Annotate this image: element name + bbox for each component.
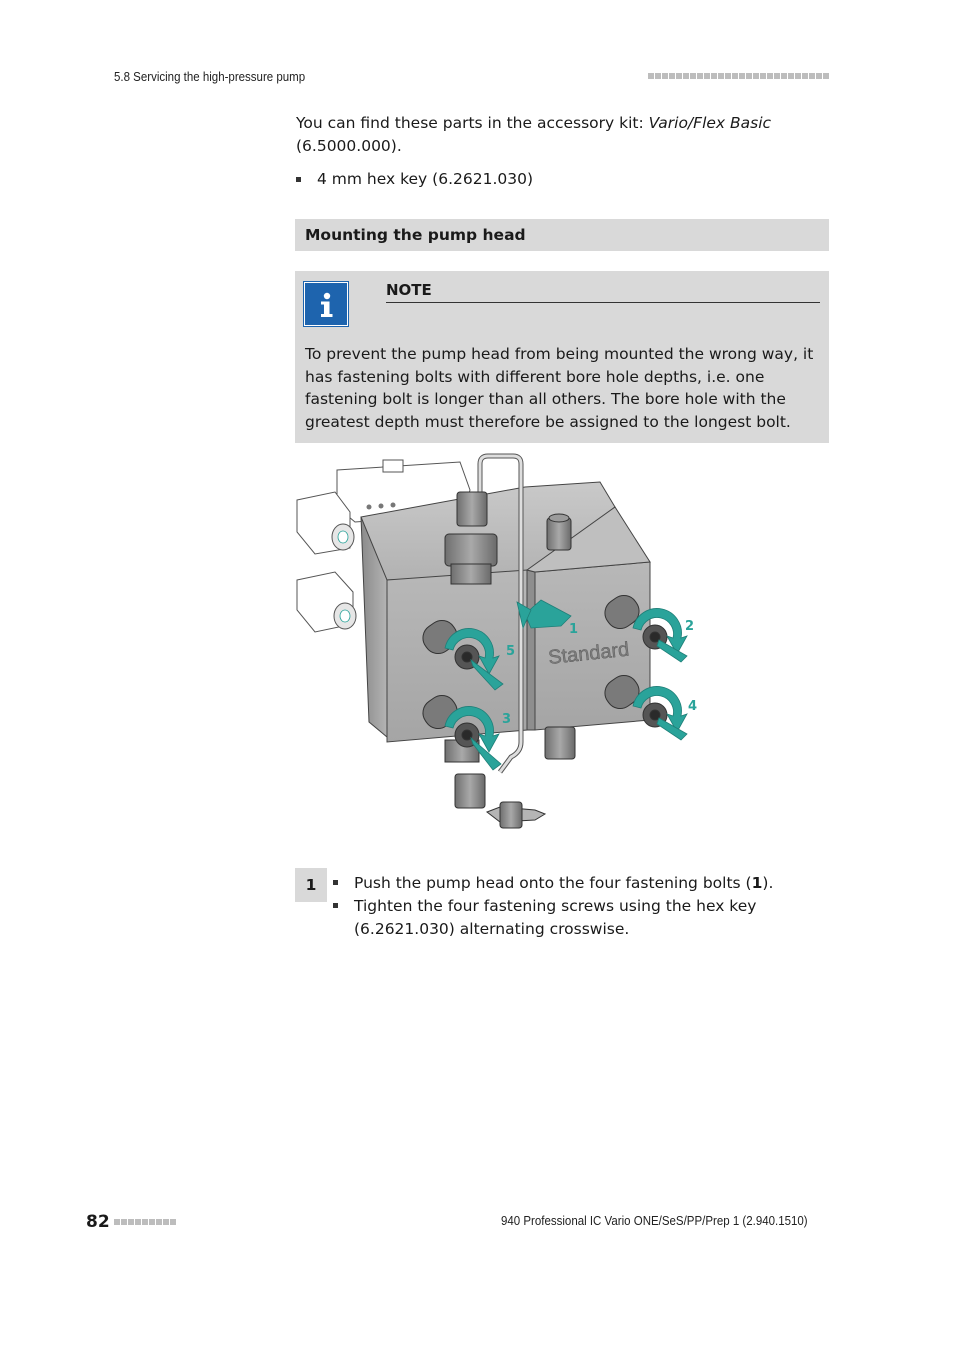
kit-name: Vario/Flex Basic <box>648 114 772 132</box>
callout-3: 3 <box>502 712 512 727</box>
step-item-text: Push the pump head onto the four fastening bolts ( <box>354 874 752 892</box>
parts-list-item <box>296 168 533 190</box>
step-item <box>330 872 830 895</box>
callout-1: 1 <box>569 622 579 637</box>
bullet-square-icon <box>333 880 338 885</box>
header-decor-squares <box>648 73 829 79</box>
info-icon <box>304 282 348 326</box>
note-title: NOTE <box>386 279 820 303</box>
page-number: 82 <box>86 1212 110 1232</box>
callout-4: 4 <box>688 699 698 714</box>
document-title: 940 Professional IC Vario ONE/SeS/PP/Prep 1 (2.940.1510) <box>501 1214 808 1228</box>
footer-decor-squares <box>114 1219 176 1225</box>
parts-list-item-text: 4 mm hex key (6.2621.030) <box>317 170 534 188</box>
intro-text: You can find these parts in the accessory kit: <box>296 114 649 132</box>
running-header-section: 5.8 Servicing the high-pressure pump <box>114 70 306 84</box>
note-box <box>295 271 829 443</box>
note-body: To prevent the pump head from being mounted the wrong way, it has fastening bolts with different bore hole depths, i.e. one fastening bolt is longer than all others. The bore hole with the greatest depth must therefore be assigned to the longest bolt. <box>305 345 814 431</box>
callout-5: 5 <box>506 644 516 659</box>
step-item-ref: 1 <box>751 874 763 892</box>
step-item-text: Tighten the four fastening screws using the hex key (6.2621.030) alternating crosswise. <box>354 897 757 938</box>
section-heading: Mounting the pump head <box>295 219 829 251</box>
kit-number: (6.5000.000). <box>296 136 402 155</box>
step-item <box>330 895 830 940</box>
step-instructions <box>330 872 830 941</box>
step-item-text-end: ). <box>762 874 774 892</box>
standard-engraving: Standard <box>547 638 631 669</box>
bullet-square-icon <box>296 177 301 182</box>
pump-head-illustration <box>295 452 698 842</box>
callout-2: 2 <box>685 619 695 634</box>
bullet-square-icon <box>333 903 338 908</box>
intro-paragraph <box>296 112 816 157</box>
step-number: 1 <box>295 868 327 902</box>
